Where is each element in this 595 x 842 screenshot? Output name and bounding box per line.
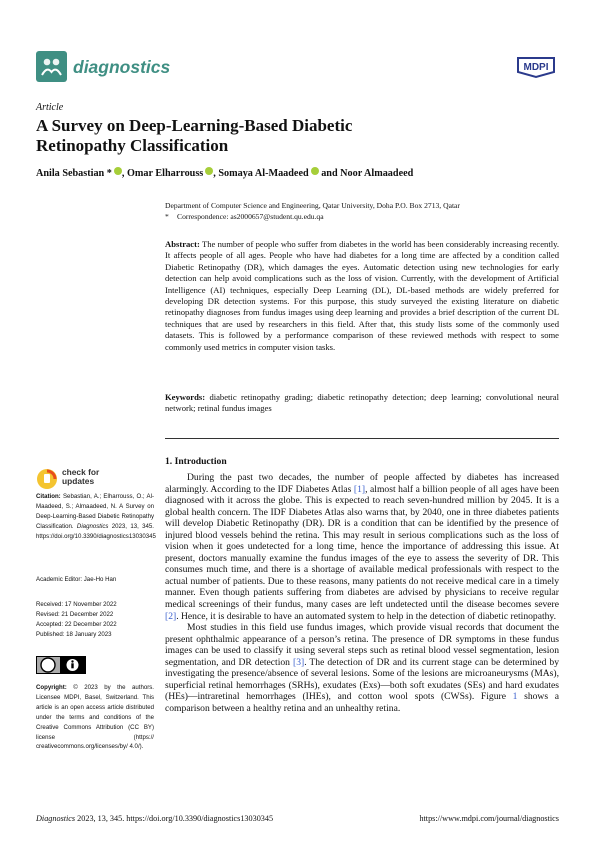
paragraph (165, 622, 559, 714)
paragraph-text: . Hence, it is desirable to have an automated system to help in the detection of diabetic retinopathy. (176, 610, 556, 622)
figure-link[interactable]: 1 (512, 691, 518, 703)
correspondence[interactable]: Correspondence: as2000657@student.qu.edu.qa (177, 212, 324, 221)
paragraph-text: During the past two decades, the number of people affected by diabetes has increased alarmingly. According to the IDF Diabetes Atlas (165, 472, 559, 495)
title-line-1: A Survey on Deep-Learning-Based Diabetic (36, 116, 353, 135)
author-4[interactable]: and Noor Almaadeed (318, 168, 414, 179)
check-for-updates-icon[interactable] (36, 468, 58, 490)
reference-link[interactable]: [3] (293, 656, 305, 668)
copyright-label: Copyright: (36, 684, 67, 691)
paragraph-text: , almost half a billion people of all ages have been diagnosed with it across the globe. This is expected to reach seven-hundred million by 2045. It is a global health concern. The IDF Diabetes Atlas also warns that, by 2040, one in three diabetes patients will develop Diabetic Retinopathy (DR). DR is a condition that can be identified by the presence of injured blood vessels behind the retina. This may result in serious complications such as the loss of vision when it goes undetected for a long time, hence the importance of addressing this issue. At present, doctors manually examine the fundus images of the eye to assess the severity of DR. This consumes much time, and there is a shortage of available medical professionals with respect to the actual number of patients. Due to these reasons, many patients do not receive medical care in a timely manner. Even though patients suffering from diabetes are advised by physicians to receive regular medical screenings of their fundus, many cases are left undetected until the disease becomes severe (165, 483, 559, 611)
paragraph-text: shows a comparison between a healthy retina and an unhealthy retina. (165, 691, 559, 714)
copyright-notice (36, 683, 154, 752)
paragraph-text: Most studies in this field use fundus images, which provide visual records that document the present ophthalmic appearance of a person’s retina. The presence of DR symptoms in these fundus images can be used to classify it using several steps such as retinal blood vessel segmentation, lesion segmentation, and DR detection (165, 622, 559, 668)
orcid-icon[interactable] (311, 167, 319, 175)
check-for-updates[interactable] (62, 468, 99, 486)
check-updates-line: check for (62, 467, 100, 477)
journal-name: diagnostics (73, 57, 171, 77)
author-1[interactable]: Anila Sebastian * (36, 168, 112, 179)
date-received: Received: 17 November 2022 (36, 601, 117, 608)
date-accepted: Accepted: 22 December 2022 (36, 620, 117, 628)
citation-volume: 2023, 13, 345. (108, 522, 154, 530)
body-text (165, 472, 559, 714)
citation-doi-link[interactable]: https://doi.org/10.3390/diagnostics13030345 (36, 532, 156, 540)
mdpi-logo (514, 55, 558, 79)
paragraph-text: . The detection of DR and its current stage can be determined by investigating the presence/absence of several lesions. Some of the lesions are microaneurysms (MAs), superficial retinal hemorrhages (SRHs), exudates (Exs)—both soft exudates (SEs) and hard exudates (HEs)—intraretinal hemorrhages (IHEs), and cotton wool spots (CWSs). Figure (165, 656, 559, 703)
footer-journal: Diagnostics (36, 814, 76, 823)
reference-link[interactable]: [1] (353, 483, 366, 495)
date-published: Published: 18 January 2023 (36, 630, 112, 638)
abstract-text: The number of people who suffer from diabetes in the world has been considerably increasing recently. It affects people of all ages. People who have had diabetes for a long time are affected by a condition called Diabetic Retinopathy (DR), which damages the eyes. Automatic detection using new technologies for early detection can help avoid complications such as the loss of vision. Currently, with the development of Artificial Intelligence (AI) techniques, especially Deep Learning (DL), DL-based methods are widely preferred for developing DR detection systems. For this purpose, this study surveyed the existing literature on diabetic retinopathy diagnoses from fundus images using deep learning and provides a brief description of the current DL techniques that are used by researchers in this field. After that, this study lists some of the commonly used datasets. This is followed by a performance comparison of these reviewed methods with respect to some commonly used metrics in computer vision tasks. (165, 239, 559, 352)
check-updates-line: updates (62, 476, 95, 486)
keywords-text: diabetic retinopathy grading; diabetic retinopathy detection; deep learning; convolutional neural network; retinal fundus images (165, 392, 559, 414)
journal-logo-icon (36, 51, 67, 82)
abstract (165, 239, 559, 353)
copyright-text: © 2023 by the authors. Licensee MDPI, Basel, Switzerland. This article is an open access article distributed under the terms and conditions of the Creative Commons Attribution (CC BY) license (https:// creativecommons.org/licenses/by/ 4.0/). (36, 684, 154, 751)
footer-doi[interactable]: 2023, 13, 345. https://doi.org/10.3390/diagnostics13030345 (75, 814, 274, 823)
citation-label: Citation: (36, 493, 61, 500)
asterisk-marker: * (165, 212, 169, 221)
citation-block (36, 492, 154, 542)
divider (165, 438, 559, 439)
cc-by-license-icon[interactable] (36, 656, 86, 674)
affiliation: Department of Computer Science and Engineering, Qatar University, Doha P.O. Box 2713, Qatar (165, 201, 460, 210)
footer-journal-url[interactable]: https://www.mdpi.com/journal/diagnostics (419, 814, 559, 823)
publication-dates (36, 600, 154, 640)
paragraph (165, 472, 559, 622)
section-heading: 1. Introduction (165, 456, 227, 467)
article-title (36, 116, 456, 156)
citation-text: Sebastian, A.; Elharrouss, O.; Al-Maadeed, S.; Almaadeed, N. A Survey on Deep-Learning-Based Diabetic Retinopathy Classification. (36, 493, 154, 530)
author-3[interactable]: , Somaya Al-Maadeed (213, 168, 309, 179)
keywords-label: Keywords: (165, 392, 206, 402)
keywords (165, 392, 559, 415)
author-list (36, 167, 556, 179)
author-2[interactable]: , Omar Elharrouss (121, 168, 204, 179)
orcid-icon[interactable] (114, 167, 122, 175)
reference-link[interactable]: [2] (165, 610, 177, 622)
abstract-label: Abstract: (165, 239, 200, 249)
affiliation-block (165, 200, 565, 222)
title-line-2: Retinopathy Classification (36, 136, 229, 155)
mdpi-logo-text: MDPI (523, 62, 549, 73)
article-type: Article (36, 102, 64, 113)
date-revised: Revised: 21 December 2022 (36, 610, 114, 618)
footer-citation (36, 814, 273, 823)
academic-editor: Academic Editor: Jae-Ho Han (36, 576, 117, 583)
citation-journal: Diagnostics (76, 522, 109, 530)
